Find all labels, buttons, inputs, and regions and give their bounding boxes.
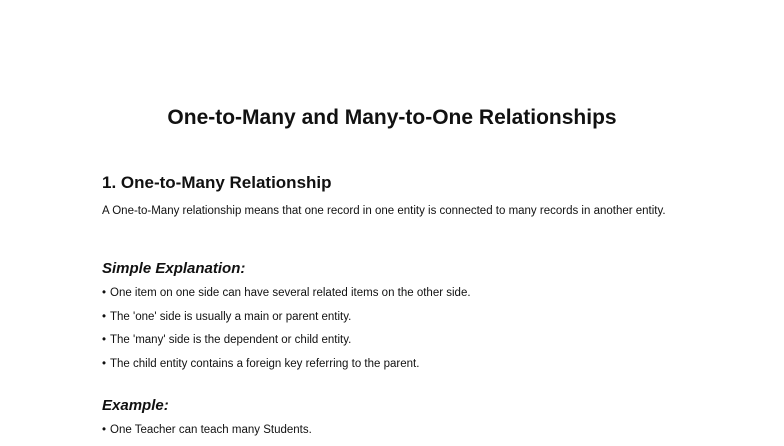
section-heading: 1. One-to-Many Relationship [102, 173, 332, 192]
list-item-text: The 'one' side is usually a main or parent entity. [110, 310, 352, 323]
list-item-text: The child entity contains a foreign key referring to the parent. [110, 357, 420, 370]
example-bullet-list [102, 422, 702, 446]
list-item-text: One item on one side can have several related items on the other side. [110, 287, 471, 299]
bullet-icon: • [102, 310, 107, 323]
list-item [102, 285, 702, 309]
bullet-icon: • [102, 287, 107, 299]
list-item [102, 332, 702, 356]
list-item-text: The 'many' side is the dependent or child entity. [110, 334, 352, 346]
document-title: One-to-Many and Many-to-One Relationships [167, 106, 617, 129]
list-item [102, 422, 702, 446]
section-intro-paragraph: A One-to-Many relationship means that one record in one entity is connected to many records in another entity. [102, 205, 666, 217]
list-item [102, 356, 702, 380]
example-heading: Example: [102, 397, 169, 414]
explanation-heading: Simple Explanation: [102, 260, 246, 277]
list-item-text: One Teacher can teach many Students. [110, 424, 312, 436]
bullet-icon: • [102, 357, 107, 370]
bullet-icon: • [102, 334, 107, 346]
bullet-icon: • [102, 424, 107, 436]
list-item [102, 309, 702, 333]
explanation-bullet-list [102, 285, 702, 379]
